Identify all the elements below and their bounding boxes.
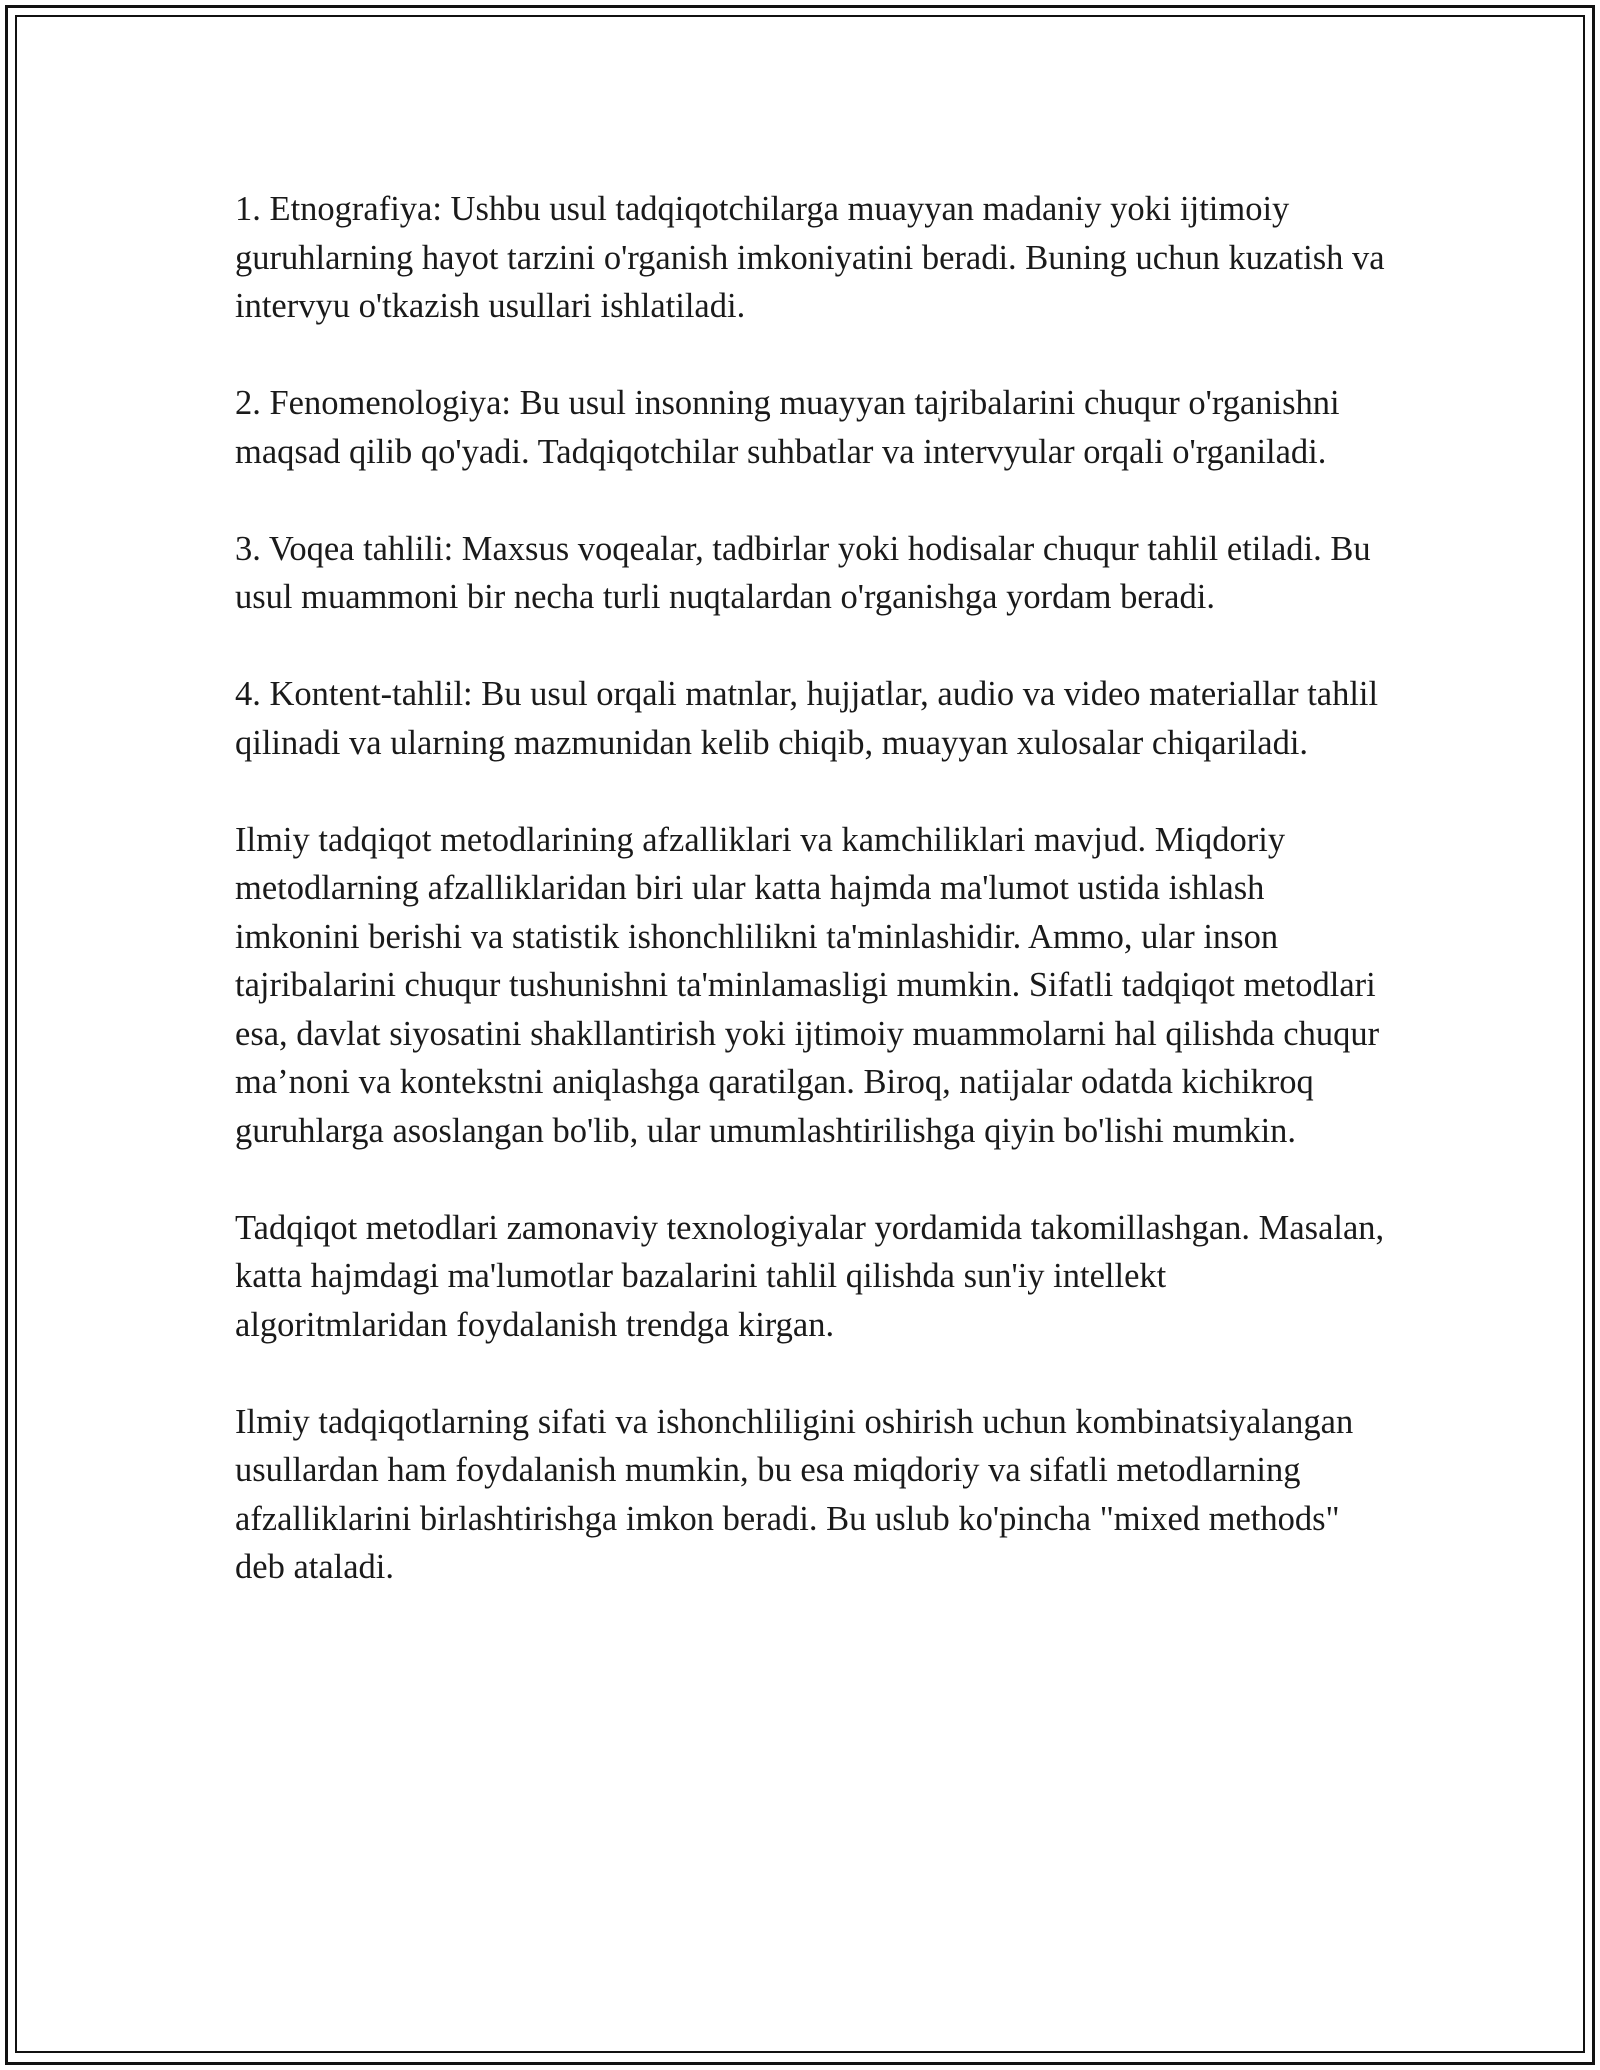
paragraph-kontent-tahlil: 4. Kontent-tahlil: Bu usul orqali matnlar, hujjatlar, audio va video materiallar tahlil qilinadi va ularning mazmunidan kelib chiqib, muayyan xulosalar chiqariladi. [235, 675, 1379, 762]
paragraph-etnografiya: 1. Etnografiya: Ushbu usul tadqiqotchilarga muayyan madaniy yoki ijtimoiy guruhlarning hayot tarzini o'rganish imkoniyatini beradi. Buning uchun kuzatish va intervyu o'tkazish usullari ishlatiladi. [235, 190, 1385, 325]
paragraph-texnologiyalar: Tadqiqot metodlari zamonaviy texnologiyalar yordamida takomillashgan. Masalan, katta hajmdagi ma'lumotlar bazalarini tahlil qilishda sun'iy intellekt algoritmlaridan foydalanish trendga kirgan. [235, 1208, 1385, 1344]
paragraph-fenomenologiya: 2. Fenomenologiya: Bu usul insonning muayyan tajribalarini chuqur o'rganishni maqsad qilib qo'yadi. Tadqiqotchilar suhbatlar va intervyular orqali o'rganiladi. [235, 384, 1340, 471]
paragraph-voqea-tahlili: 3. Voqea tahlili: Maxsus voqealar, tadbirlar yoki hodisalar chuqur tahlil etiladi. Bu usul muammoni bir necha turli nuqtalardan o'rganishga yordam beradi. [235, 529, 1371, 616]
document-body [235, 185, 1385, 1592]
paragraph-afzalliklar: Ilmiy tadqiqot metodlarining afzalliklari va kamchiliklari mavjud. Miqdoriy metodlarning afzalliklaridan biri ular katta hajmda ma'lumot ustida ishlash imkonini berishi va statistik ishonchlilikni ta'minlashidir. Ammo, ular inson tajribalarini chuqur tushunishni ta'minlamasligi mumkin. Sifatli tadqiqot metodlari esa, davlat siyosatini shakllantirish yoki ijtimoiy muammolarni hal qilishda chuqur ma’noni va kontekstni aniqlashga qaratilgan. Biroq, natijalar odatda kichikroq guruhlarga asoslangan bo'lib, ular umumlashtirilishga qiyin bo'lishi mumkin. [235, 820, 1380, 1150]
paragraph-mixed-methods: Ilmiy tadqiqotlarning sifati va ishonchliligini oshirish uchun kombinatsiyalangan usullardan ham foydalanish mumkin, bu esa miqdoriy va sifatli metodlarning afzalliklarini birlashtirishga imkon beradi. Bu uslub ko'pincha "mixed methods" deb ataladi. [235, 1402, 1354, 1586]
